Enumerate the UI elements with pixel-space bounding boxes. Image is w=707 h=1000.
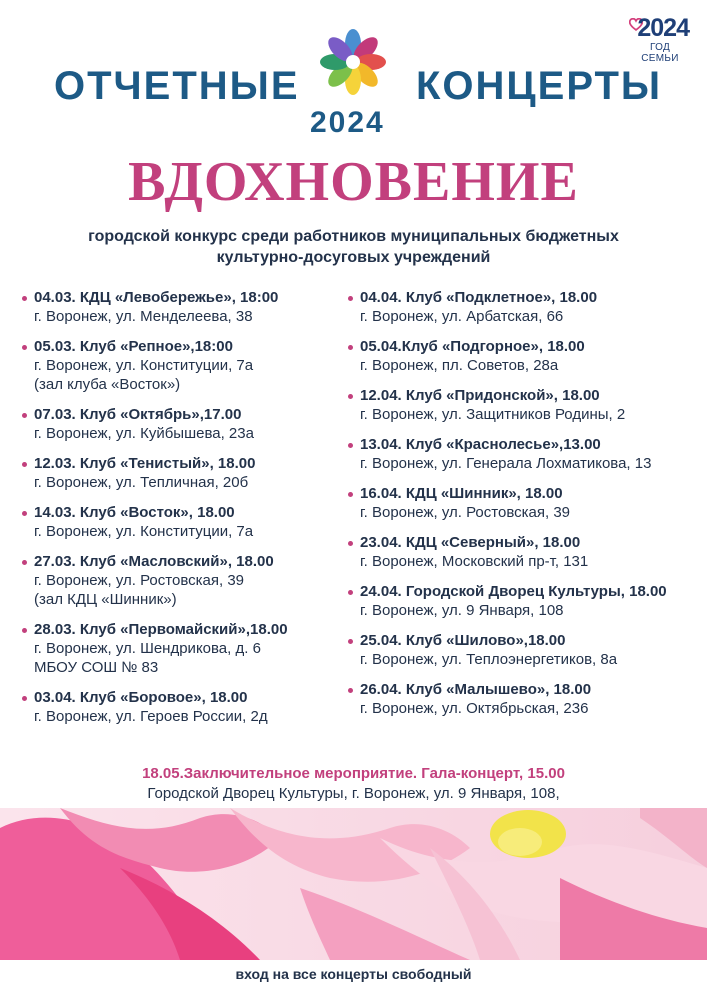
flower-logo-icon bbox=[317, 26, 389, 98]
event-address: г. Воронеж, пл. Советов, 28а bbox=[360, 357, 559, 374]
event-address: г. Воронеж, ул. Шендрикова, д. 6 bbox=[34, 640, 261, 657]
event-title: 14.03. Клуб «Восток», 18.00 bbox=[34, 504, 235, 521]
event-item bbox=[348, 631, 698, 669]
event-item bbox=[348, 288, 698, 326]
event-title: 05.03. Клуб «Репное»,18:00 bbox=[34, 338, 233, 355]
paint-strokes-image bbox=[0, 808, 707, 960]
event-title: 26.04. Клуб «Малышево», 18.00 bbox=[360, 681, 592, 698]
event-address: г. Воронеж, ул. Ростовская, 39 bbox=[360, 504, 570, 521]
event-item bbox=[348, 337, 698, 375]
event-address: г. Воронеж, Московский пр-т, 131 bbox=[360, 553, 589, 570]
page-subtitle bbox=[0, 226, 707, 268]
event-address: г. Воронеж, ул. Ростовская, 39 bbox=[34, 572, 244, 589]
event-item bbox=[348, 484, 698, 522]
event-title: 03.04. Клуб «Боровое», 18.00 bbox=[34, 689, 248, 706]
event-address: г. Воронеж, ул. Героев России, 2д bbox=[34, 708, 268, 725]
event-item bbox=[348, 680, 698, 718]
header-year: 2024 bbox=[310, 106, 385, 139]
event-note: (зал КДЦ «Шинник») bbox=[34, 591, 177, 608]
event-title: 25.04. Клуб «Шилово»,18.00 bbox=[360, 632, 566, 649]
event-address: г. Воронеж, ул. Конституции, 7а bbox=[34, 523, 254, 540]
event-title: 05.04.Клуб «Подгорное», 18.00 bbox=[360, 338, 585, 355]
event-address: г. Воронеж, ул. Теплоэнергетиков, 8а bbox=[360, 651, 618, 668]
event-title: 04.03. КДЦ «Левобережье», 18:00 bbox=[34, 289, 279, 306]
events-left-column bbox=[22, 288, 342, 737]
event-address: г. Воронеж, ул. Менделеева, 38 bbox=[34, 308, 253, 325]
event-title: 24.04. Городской Дворец Культуры, 18.00 bbox=[360, 583, 667, 600]
event-item bbox=[22, 454, 342, 492]
event-title: 12.03. Клуб «Тенистый», 18.00 bbox=[34, 455, 256, 472]
final-event-address: Городской Дворец Культуры, г. Воронеж, ул. 9 Января, 108, bbox=[147, 785, 560, 802]
event-address: г. Воронеж, ул. Куйбышева, 23а bbox=[34, 425, 254, 442]
event-item bbox=[22, 503, 342, 541]
subtitle-line-1: городской конкурс среди работников муниципальных бюджетных bbox=[88, 228, 619, 245]
event-item bbox=[22, 688, 342, 726]
header-left-word: ОТЧЕТНЫЕ bbox=[54, 64, 300, 108]
event-title: 13.04. Клуб «Краснолесье»,13.00 bbox=[360, 436, 601, 453]
event-address: г. Воронеж, ул. 9 Января, 108 bbox=[360, 602, 564, 619]
page-title: ВДОХНОВЕНИЕ bbox=[128, 151, 579, 213]
event-title: 23.04. КДЦ «Северный», 18.00 bbox=[360, 534, 581, 551]
event-item bbox=[348, 533, 698, 571]
event-address: г. Воронеж, ул. Тепличная, 20б bbox=[34, 474, 249, 491]
event-title: 12.04. Клуб «Придонской», 18.00 bbox=[360, 387, 600, 404]
footer-note: вход на все концерты свободный bbox=[235, 966, 472, 982]
event-item bbox=[22, 288, 342, 326]
event-item bbox=[22, 405, 342, 443]
event-note: (зал клуба «Восток») bbox=[34, 376, 181, 393]
badge-subtitle: ГОД СЕМЬИ bbox=[641, 42, 679, 64]
event-address: г. Воронеж, ул. Конституции, 7а bbox=[34, 357, 254, 374]
event-address: г. Воронеж, ул. Генерала Лохматикова, 13 bbox=[360, 455, 652, 472]
event-item bbox=[348, 582, 698, 620]
event-item bbox=[348, 435, 698, 473]
event-title: 28.03. Клуб «Первомайский»,18.00 bbox=[34, 621, 288, 638]
subtitle-line-2: культурно-досуговых учреждений bbox=[216, 249, 491, 266]
event-address: г. Воронеж, ул. Защитников Родины, 2 bbox=[360, 406, 626, 423]
year-of-family-badge bbox=[631, 14, 689, 64]
event-note: МБОУ СОШ № 83 bbox=[34, 659, 159, 676]
event-item bbox=[22, 552, 342, 609]
final-event bbox=[0, 764, 707, 804]
event-item bbox=[348, 386, 698, 424]
event-title: 27.03. Клуб «Масловский», 18.00 bbox=[34, 553, 274, 570]
event-title: 04.04. Клуб «Подклетное», 18.00 bbox=[360, 289, 598, 306]
event-address: г. Воронеж, ул. Октябрьская, 236 bbox=[360, 700, 589, 717]
event-title: 07.03. Клуб «Октябрь»,17.00 bbox=[34, 406, 242, 423]
header-right-word: КОНЦЕРТЫ bbox=[416, 64, 663, 108]
final-event-title: 18.05.Заключительное мероприятие. Гала-концерт, 15.00 bbox=[142, 765, 565, 782]
event-title: 16.04. КДЦ «Шинник», 18.00 bbox=[360, 485, 563, 502]
event-item bbox=[22, 620, 342, 677]
event-address: г. Воронеж, ул. Арбатская, 66 bbox=[360, 308, 564, 325]
event-item bbox=[22, 337, 342, 394]
events-right-column bbox=[348, 288, 698, 729]
badge-year: 2024 bbox=[637, 14, 689, 42]
